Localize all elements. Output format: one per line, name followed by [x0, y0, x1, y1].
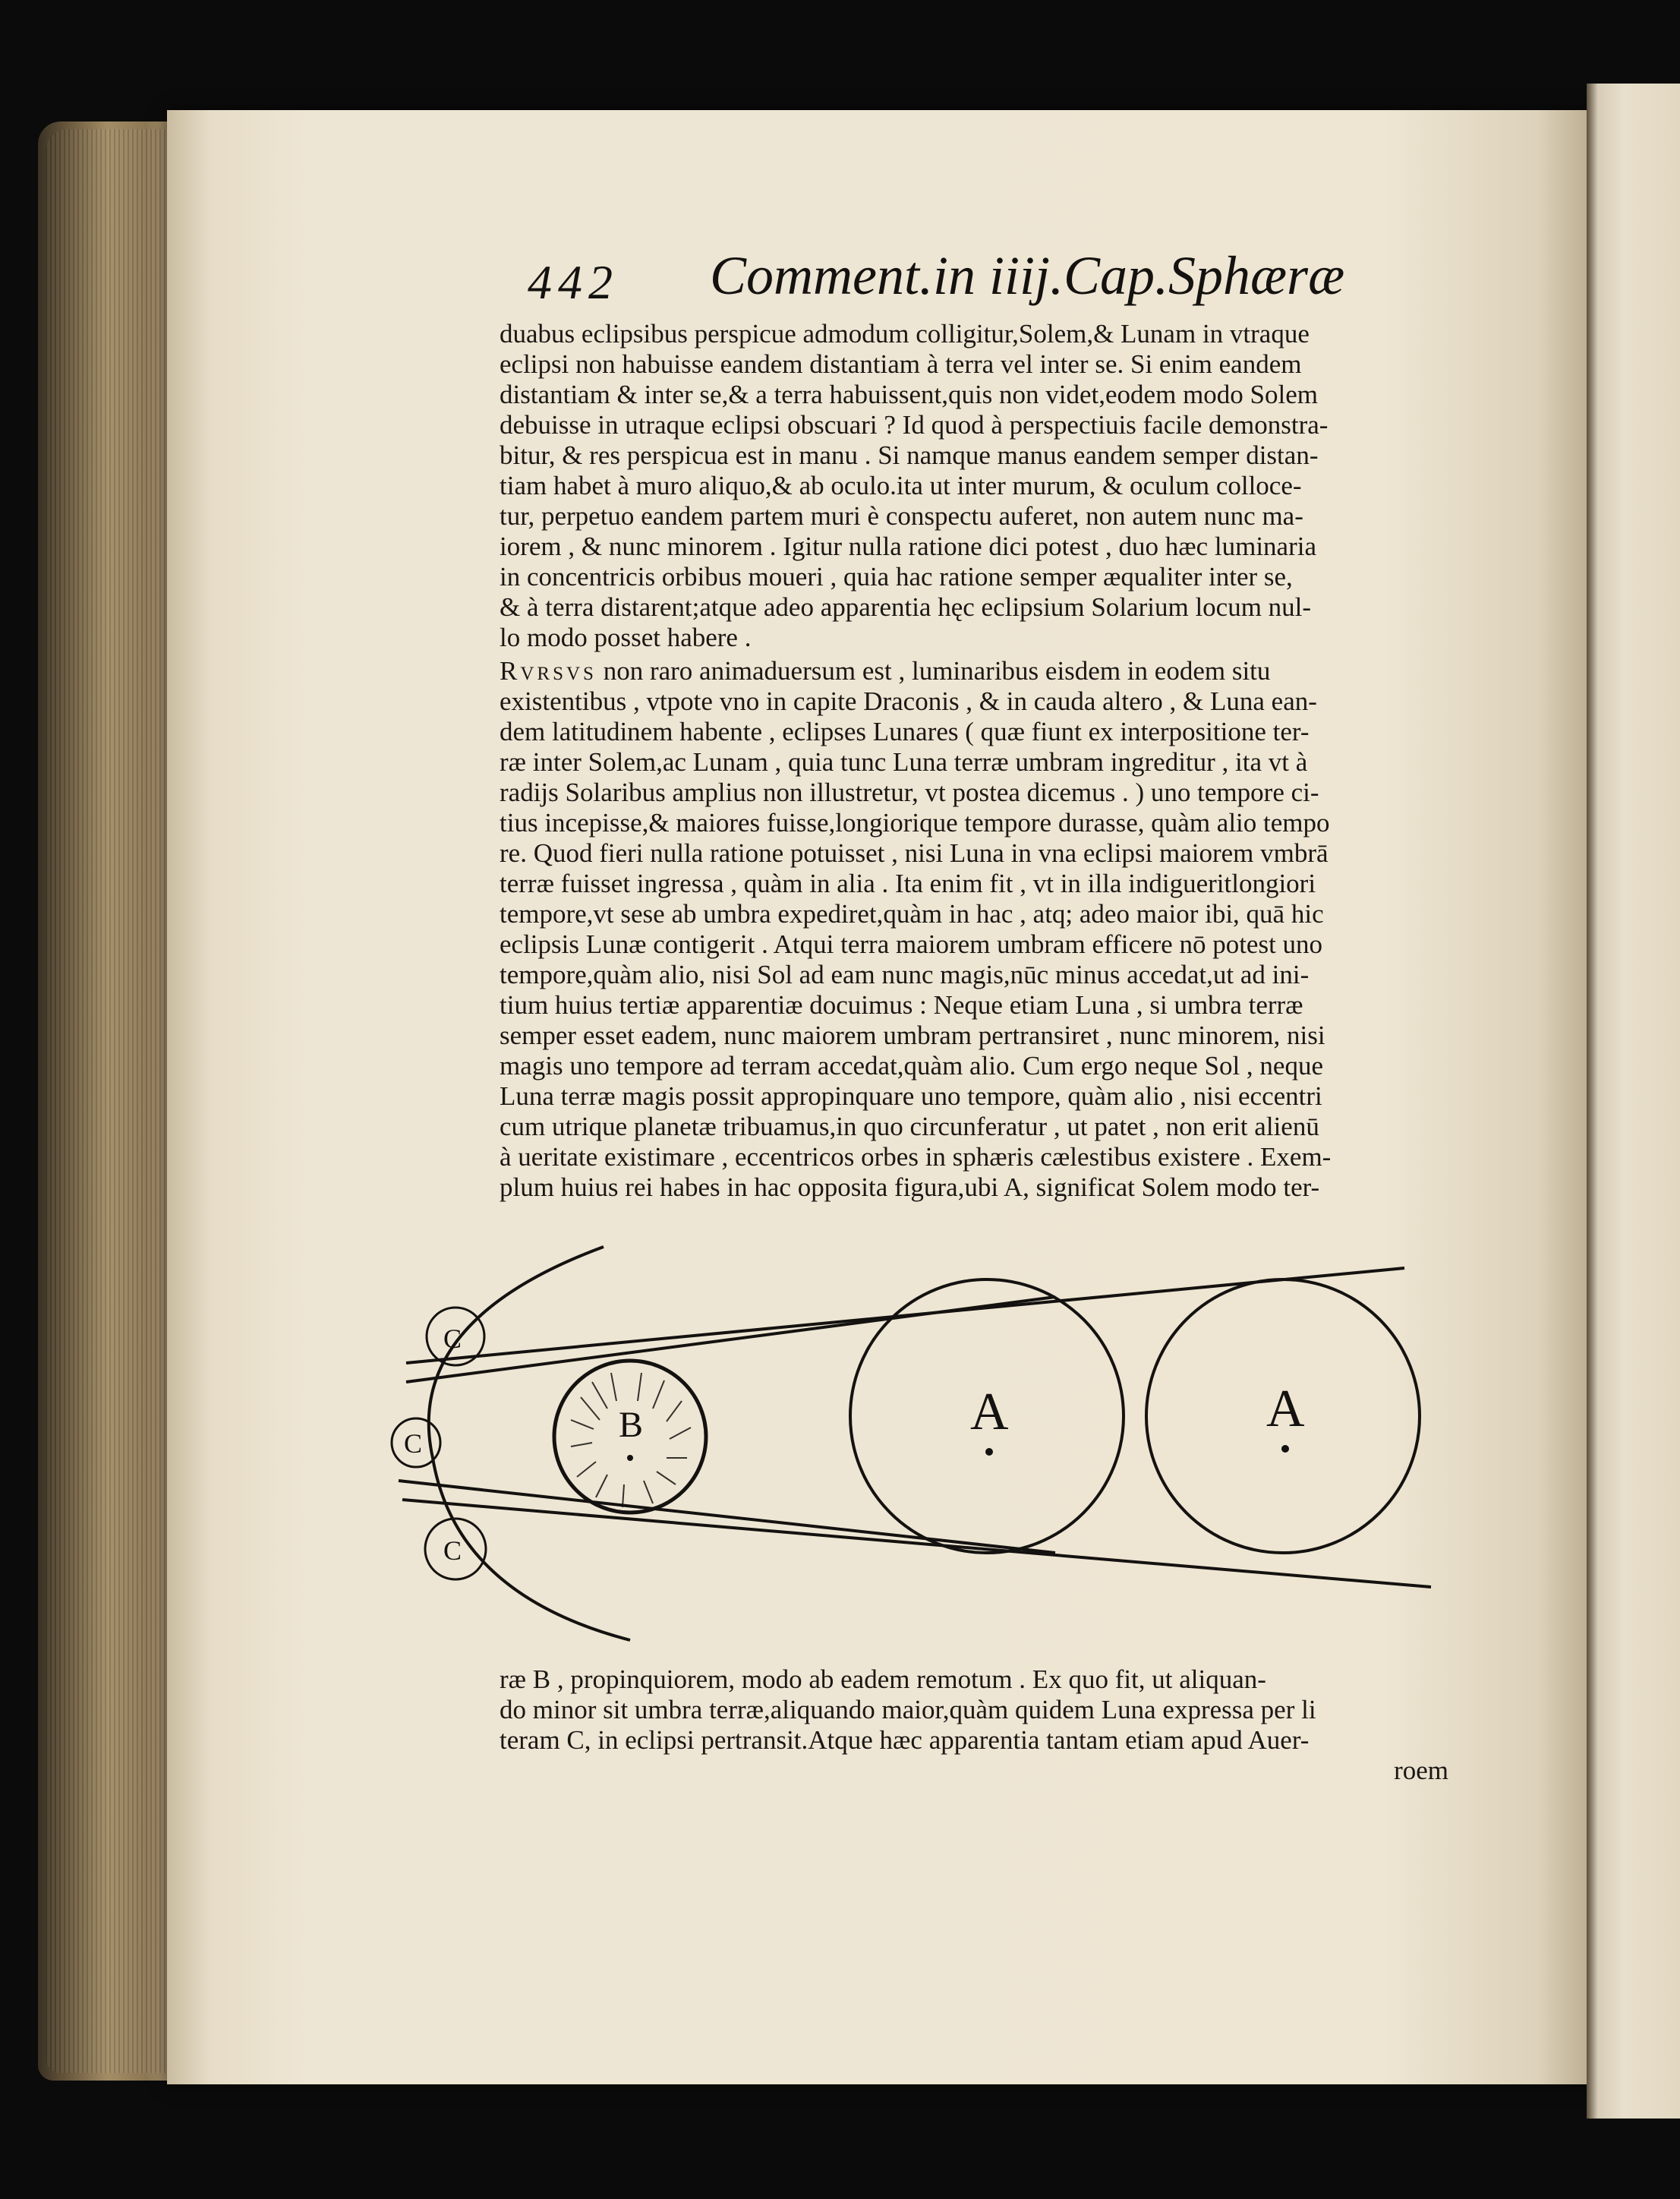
text-line: re. Quod fieri nulla ratione potuisset , nisi Luna in vna eclipsi maiorem vmbrā — [500, 838, 1329, 868]
text-line: & à terra distarent;atque adeo apparentia hęc eclipsium Solarium locum nul- — [500, 592, 1312, 622]
earth-label: B — [619, 1405, 644, 1445]
text-line: existentibus , vtpote vno in capite Draconis , & in cauda altero , & Luna ean- — [500, 686, 1317, 716]
text-line: terræ fuisset ingressa , quàm in alia . Ita enim fit , vt in illa indigueritlongiori — [500, 869, 1316, 898]
eclipse-diagram — [380, 1230, 1458, 1655]
paragraph-1 — [500, 319, 1448, 653]
text-line: bitur, & res perspicua est in manu . Si namque manus eandem semper distan- — [500, 440, 1319, 470]
page-number: 442 — [528, 255, 619, 309]
text-line: eclipsi non habuisse eandem distantiam à terra vel inter se. Si enim eandem — [500, 349, 1302, 379]
text-line: duabus eclipsibus perspicue admodum colligitur,Solem,& Lunam in vtraque — [500, 319, 1310, 349]
catchword: roem — [1394, 1756, 1448, 1785]
paragraph-2 — [500, 656, 1448, 1203]
text-line: tius incepisse,& maiores fuisse,longiorique tempore durasse, quàm alio tempo — [500, 808, 1330, 838]
text-line: in concentricis orbibus moueri , quia hac ratione semper æqualiter inter se, — [500, 562, 1293, 592]
text-line: debuisse in utraque eclipsi obscuari ? Id quod à perspectiuis facile demonstra- — [500, 410, 1329, 440]
sun-far-label: A — [1266, 1380, 1305, 1438]
earth-center — [627, 1455, 633, 1461]
text-line: iorem , & nunc minorem . Igitur nulla ratione dici potest , duo hæc luminaria — [500, 532, 1317, 561]
text-line: ræ inter Solem,ac Lunam , quia tunc Luna terræ umbram ingreditur , ita vt à — [500, 747, 1308, 777]
text-line: ræ B , propinquiorem, modo ab eadem remotum . Ex quo fit, ut aliquan- — [500, 1664, 1266, 1694]
text-line: radijs Solaribus amplius non illustretur, vt postea dicemus . ) uno tempore ci- — [500, 778, 1319, 807]
text-line: do minor sit umbra terræ,aliquando maior,quàm quidem Luna expressa per li — [500, 1695, 1316, 1724]
text-line: dem latitudinem habente , eclipses Lunares ( quæ fiunt ex interpositione ter- — [500, 717, 1310, 746]
text-line: lo modo posset habere . — [500, 623, 752, 652]
sun-far-center — [1281, 1445, 1289, 1453]
cone-line-upper-inner — [406, 1297, 1055, 1382]
text-line: tempore,vt sese ab umbra expediret,quàm in hac , atq; adeo maior ibi, quā hic — [500, 899, 1324, 929]
text-line — [500, 656, 1448, 686]
text-line: tempore,quàm alio, nisi Sol ad eam nunc magis,nūc minus accedat,ut ad ini- — [500, 960, 1310, 989]
text-line: tur, perpetuo eandem partem muri è conspectu auferet, non autem nunc ma- — [500, 501, 1303, 531]
paragraph-3 — [500, 1664, 1448, 1786]
running-title: Comment.in iiij.Cap.Sphæræ — [710, 245, 1345, 306]
text-line: semper esset eadem, nunc maiorem umbram pertransiret , nunc minorem, nisi — [500, 1021, 1325, 1050]
text-line: à ueritate existimare , eccentricos orbes in sphæris cælestibus existere . Exem- — [500, 1142, 1332, 1172]
moon-label-middle: C — [404, 1428, 423, 1459]
text-line-rest: non raro animaduersum est , luminaribus eisdem in eodem situ — [603, 656, 1271, 686]
text-line: cum utrique planetæ tribuamus,in quo circunferatur , ut patet , non erit alienū — [500, 1112, 1319, 1141]
text-line: distantiam & inter se,& a terra habuissent,quis non videt,eodem modo Solem — [500, 380, 1318, 409]
moon-label-bottom: C — [443, 1535, 462, 1566]
sun-near-label: A — [970, 1383, 1009, 1441]
text-line: tiam habet à muro aliquo,& ab oculo.ita ut inter murum, & oculum colloce- — [500, 471, 1302, 500]
facing-page-edge — [1587, 84, 1680, 2119]
text-line: Luna terræ magis possit appropinquare uno tempore, quàm alio , nisi eccentri — [500, 1081, 1322, 1111]
text-line: teram C, in eclipsi pertransit.Atque hæc apparentia tantam etiam apud Auer- — [500, 1725, 1310, 1755]
text-line: plum huius rei habes in hac opposita figura,ubi A, significat Solem modo ter- — [500, 1172, 1320, 1202]
text-line: tium huius tertiæ apparentiæ docuimus : Neque etiam Luna , si umbra terræ — [500, 990, 1303, 1020]
sun-near-center — [985, 1448, 993, 1456]
paragraph-lead-word: Rvrsvs — [500, 656, 597, 686]
cone-line-lower-inner — [399, 1481, 1055, 1553]
moon-label-top: C — [443, 1324, 462, 1354]
text-line: magis uno tempore ad terram accedat,quàm alio. Cum ergo neque Sol , neque — [500, 1051, 1323, 1081]
cone-line-lower-outer — [402, 1500, 1431, 1587]
text-line: eclipsis Lunæ contigerit . Atqui terra maiorem umbram efficere nō potest uno — [500, 929, 1323, 959]
moon-orbit-arc — [429, 1247, 630, 1640]
